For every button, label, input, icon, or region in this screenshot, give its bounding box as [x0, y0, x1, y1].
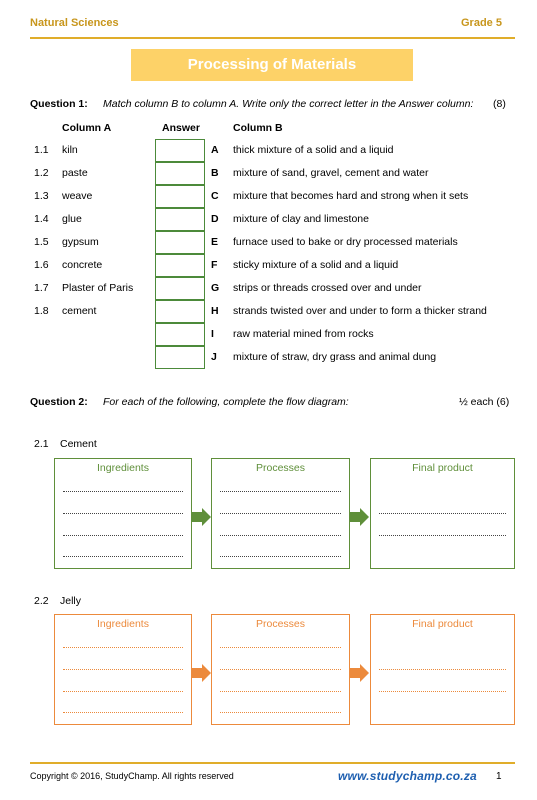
col-a-num: 1.5 [34, 236, 49, 248]
col-b-definition: sticky mixture of a solid and a liquid [233, 259, 399, 271]
col-a-term: concrete [62, 259, 103, 271]
box-title: Processes [255, 618, 306, 630]
answer-box[interactable] [155, 254, 205, 277]
answer-line[interactable] [220, 712, 341, 713]
answer-line[interactable] [379, 535, 506, 536]
col-a-term: cement [62, 305, 97, 317]
col-a-term: glue [62, 213, 82, 225]
answer-line[interactable] [220, 669, 341, 670]
arrow-right-icon [350, 508, 370, 526]
answer-line[interactable] [63, 691, 183, 692]
box-title: Ingredients [97, 462, 149, 474]
answer-line[interactable] [63, 513, 183, 514]
answer-line[interactable] [63, 556, 183, 557]
footer-rule [30, 762, 515, 764]
col-a-num: 1.6 [34, 259, 49, 271]
box-title: Final product [412, 462, 473, 474]
box-title: Ingredients [97, 618, 149, 630]
answer-box[interactable] [155, 185, 205, 208]
item-number: 2.2 [34, 595, 49, 607]
page-number: 1 [496, 771, 502, 782]
header-rule [30, 37, 515, 39]
q2-marks: ½ each (6) [459, 396, 510, 408]
q1-label: Question 1: [30, 98, 88, 110]
answer-line[interactable] [220, 556, 341, 557]
col-b-letter: G [211, 282, 220, 294]
col-b-letter: D [211, 213, 219, 225]
q1-marks: (8) [493, 98, 506, 110]
col-b-definition: mixture of clay and limestone [233, 213, 369, 225]
col-b-letter: B [211, 167, 219, 179]
arrow-right-icon [350, 664, 370, 682]
col-b-definition: strips or threads crossed over and under [233, 282, 422, 294]
answer-line[interactable] [63, 491, 183, 492]
final-product-box[interactable] [370, 458, 515, 569]
col-a-term: weave [62, 190, 93, 202]
column-a-header: Column A [62, 122, 112, 134]
item-number: 2.1 [34, 438, 49, 450]
answer-line[interactable] [63, 712, 183, 713]
col-b-definition: thick mixture of a solid and a liquid [233, 144, 394, 156]
q2-label: Question 2: [30, 396, 88, 408]
answer-line[interactable] [379, 669, 506, 670]
answer-header: Answer [162, 122, 200, 134]
col-b-definition: mixture that becomes hard and strong when it sets [233, 190, 469, 202]
col-b-letter: C [211, 190, 219, 202]
answer-line[interactable] [63, 535, 183, 536]
grade-label: Grade 5 [461, 17, 502, 29]
answer-box[interactable] [155, 277, 205, 300]
col-a-num: 1.1 [34, 144, 49, 156]
processes-box[interactable] [211, 614, 350, 725]
col-a-num: 1.3 [34, 190, 49, 202]
col-b-letter: J [211, 351, 217, 363]
website-link[interactable]: www.studychamp.co.za [338, 769, 477, 783]
answer-line[interactable] [220, 491, 341, 492]
answer-line[interactable] [63, 669, 183, 670]
answer-line[interactable] [220, 513, 341, 514]
col-b-definition: mixture of sand, gravel, cement and water [233, 167, 429, 179]
box-title: Processes [255, 462, 306, 474]
subject-label: Natural Sciences [30, 17, 119, 29]
q2-instruction: For each of the following, complete the flow diagram: [103, 396, 349, 408]
col-a-num: 1.4 [34, 213, 49, 225]
col-a-term: paste [62, 167, 88, 179]
col-b-letter: H [211, 305, 219, 317]
answer-line[interactable] [220, 647, 341, 648]
col-a-term: kiln [62, 144, 78, 156]
col-b-definition: mixture of straw, dry grass and animal dung [233, 351, 437, 363]
item-name: Jelly [60, 595, 82, 607]
col-a-num: 1.2 [34, 167, 49, 179]
q1-instruction: Match column B to column A. Write only the correct letter in the Answer column: [103, 98, 474, 110]
answer-box[interactable] [155, 139, 205, 162]
answer-box[interactable] [155, 323, 205, 346]
answer-line[interactable] [220, 535, 341, 536]
ingredients-box[interactable] [54, 458, 192, 569]
item-name: Cement [60, 438, 97, 450]
answer-box[interactable] [155, 300, 205, 323]
answer-line[interactable] [220, 691, 341, 692]
arrow-right-icon [192, 508, 212, 526]
col-b-definition: strands twisted over and under to form a thicker strand [233, 305, 487, 317]
answer-box[interactable] [155, 208, 205, 231]
answer-box[interactable] [155, 162, 205, 185]
box-title: Final product [412, 618, 473, 630]
col-b-letter: E [211, 236, 219, 248]
col-b-definition: furnace used to bake or dry processed materials [233, 236, 458, 248]
col-a-term: gypsum [62, 236, 99, 248]
answer-box[interactable] [155, 346, 205, 369]
answer-line[interactable] [379, 691, 506, 692]
answer-box[interactable] [155, 231, 205, 254]
arrow-right-icon [192, 664, 212, 682]
col-a-num: 1.8 [34, 305, 49, 317]
col-b-definition: raw material mined from rocks [233, 328, 374, 340]
page-title: Processing of Materials [131, 49, 413, 81]
col-b-letter: I [211, 328, 214, 340]
ingredients-box[interactable] [54, 614, 192, 725]
final-product-box[interactable] [370, 614, 515, 725]
col-a-term: Plaster of Paris [62, 282, 134, 294]
column-b-header: Column B [233, 122, 283, 134]
col-a-num: 1.7 [34, 282, 49, 294]
answer-line[interactable] [63, 647, 183, 648]
copyright-text: Copyright © 2016, StudyChamp. All rights reserved [30, 771, 234, 781]
col-b-letter: A [211, 144, 219, 156]
col-b-letter: F [211, 259, 218, 271]
processes-box[interactable] [211, 458, 350, 569]
answer-line[interactable] [379, 513, 506, 514]
